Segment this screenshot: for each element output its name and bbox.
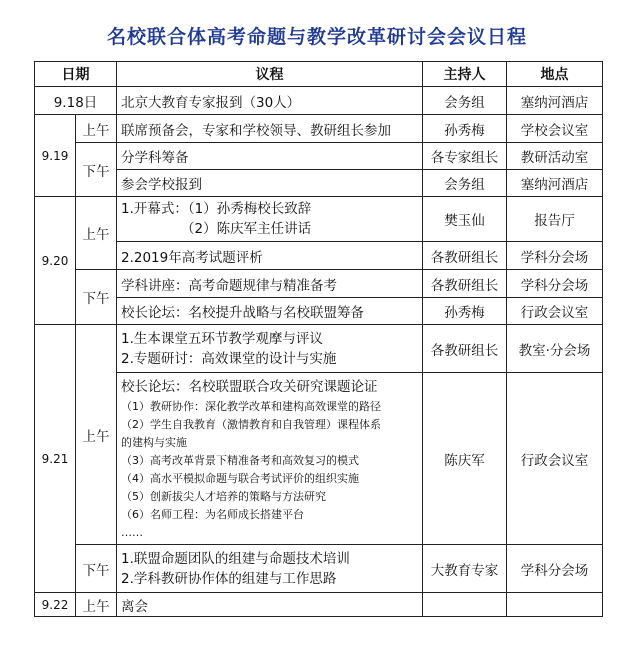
agenda-line: （2）陈庆军主任讲话 <box>181 221 312 237</box>
agenda-cell <box>117 373 423 545</box>
table-row <box>35 545 603 593</box>
table-row <box>35 170 603 197</box>
agenda-line: 2.学科教研协作体的组建与工作思路 <box>121 570 337 587</box>
agenda-line: （1）教研协作：深化教学改革和建构高效课堂的路径 <box>121 399 381 413</box>
location-cell: 报告厅 <box>507 197 603 242</box>
date-cell: 9.19 <box>35 115 76 197</box>
table-row <box>35 143 603 170</box>
table-row <box>35 298 603 325</box>
period-cell: 上午 <box>76 325 117 545</box>
agenda-cell: 参会学校报到 <box>117 170 423 197</box>
table-row <box>35 87 603 115</box>
agenda-cell: 北京大教育专家报到（30人） <box>117 87 423 115</box>
table-row <box>35 115 603 143</box>
location-cell: 行政会议室 <box>507 373 603 545</box>
period-cell: 上午 <box>76 593 117 617</box>
host-cell: 陈庆军 <box>423 373 507 545</box>
agenda-cell: 校长论坛：名校提升战略与名校联盟筹备 <box>117 298 423 325</box>
date-cell: 9.20 <box>35 197 76 325</box>
agenda-cell: 联席预备会，专家和学校领导、教研组长参加 <box>117 115 423 143</box>
host-cell: 各教研组长 <box>423 270 507 298</box>
header-location: 地点 <box>507 62 603 87</box>
header-row <box>35 62 603 87</box>
table-row <box>35 270 603 298</box>
table-row <box>35 325 603 373</box>
host-cell: 孙秀梅 <box>423 298 507 325</box>
agenda-line: （4）高水平模拟命题与联合考试评价的组织实施 <box>121 471 359 485</box>
host-cell <box>423 593 507 617</box>
agenda-line: （6）名师工程：为名师成长搭建平台 <box>121 507 304 521</box>
agenda-line: （3）高考改革背景下精准备考和高效复习的模式 <box>121 453 359 467</box>
table-row <box>35 197 603 242</box>
location-cell: 学科分会场 <box>507 545 603 593</box>
agenda-line: 1.联盟命题团队的组建与命题技术培训 <box>121 550 350 567</box>
location-cell: 教室·分会场 <box>507 325 603 373</box>
agenda-line: 1.生本课堂五环节教学观摩与评议 <box>121 330 323 347</box>
location-cell: 塞纳河酒店 <box>507 170 603 197</box>
location-cell: 学校会议室 <box>507 115 603 143</box>
agenda-cell <box>117 325 423 373</box>
schedule-table <box>34 61 603 617</box>
agenda-line: （5）创新拔尖人才培养的策略与方法研究 <box>121 489 326 503</box>
agenda-cell <box>117 545 423 593</box>
period-cell: 上午 <box>76 197 117 270</box>
host-cell: 会务组 <box>423 170 507 197</box>
location-cell: 行政会议室 <box>507 298 603 325</box>
location-cell: 学科分会场 <box>507 242 603 270</box>
table-row <box>35 593 603 617</box>
host-cell: 孙秀梅 <box>423 115 507 143</box>
header-host: 主持人 <box>423 62 507 87</box>
header-agenda: 议程 <box>117 62 423 87</box>
header-date: 日期 <box>35 62 117 87</box>
host-cell: 大教育专家 <box>423 545 507 593</box>
table-row <box>35 373 603 545</box>
agenda-cell <box>117 197 423 242</box>
date-cell: 9.18日 <box>35 87 117 115</box>
host-cell: 樊玉仙 <box>423 197 507 242</box>
agenda-line: …… <box>121 525 143 539</box>
agenda-line: 的建构与实施 <box>121 435 187 449</box>
agenda-line: （2）学生自我教育（激情教育和自我管理）课程体系 <box>121 417 381 431</box>
location-cell: 学科分会场 <box>507 270 603 298</box>
agenda-cell: 离会 <box>117 593 423 617</box>
host-cell: 会务组 <box>423 87 507 115</box>
table-row <box>35 242 603 270</box>
agenda-heading: 校长论坛：名校联盟联合攻关研究课题论证 <box>121 378 378 395</box>
agenda-cell: 分学科筹备 <box>117 143 423 170</box>
period-cell: 下午 <box>76 143 117 197</box>
agenda-line: 2.专题研讨：高效课堂的设计与实施 <box>121 350 337 367</box>
date-cell: 9.21 <box>35 325 76 593</box>
period-cell: 下午 <box>76 545 117 593</box>
agenda-cell: 2.2019年高考试题评析 <box>117 242 423 270</box>
agenda-line: 1.开幕式：（1）孙秀梅校长致辞 <box>121 201 312 217</box>
period-cell: 上午 <box>76 115 117 143</box>
host-cell: 各教研组长 <box>423 325 507 373</box>
location-cell <box>507 593 603 617</box>
host-cell: 各教研组长 <box>423 242 507 270</box>
agenda-cell: 学科讲座：高考命题规律与精准备考 <box>117 270 423 298</box>
period-cell: 下午 <box>76 270 117 325</box>
page-title: 名校联合体高考命题与教学改革研讨会会议日程 <box>106 26 527 48</box>
location-cell: 塞纳河酒店 <box>507 87 603 115</box>
host-cell: 各专家组长 <box>423 143 507 170</box>
location-cell: 教研活动室 <box>507 143 603 170</box>
date-cell: 9.22 <box>35 593 76 617</box>
